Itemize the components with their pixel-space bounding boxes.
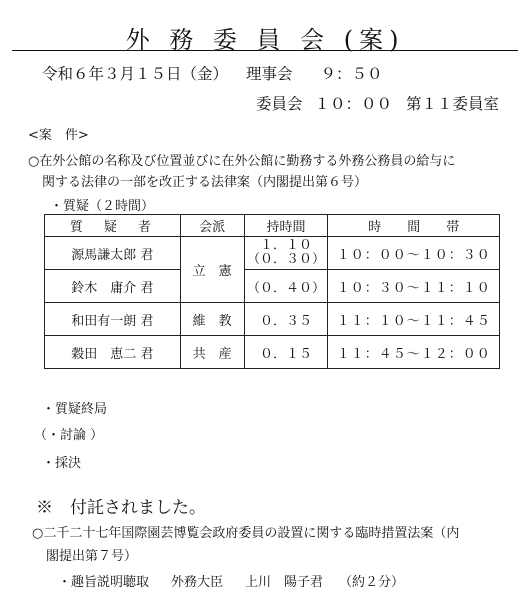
referral-bill-line1: ○二千二十七年国際園芸博覧会政府委員の設置に関する臨時措置法案（内	[32, 526, 460, 541]
allotted-time-total: １．１０	[259, 238, 312, 253]
header-party: 会派	[180, 215, 244, 237]
table-row	[45, 303, 500, 336]
allotted-time: ０．１５	[244, 336, 328, 369]
questioner-name: 源馬謙太郎 君	[45, 237, 181, 270]
meeting-date: 令和６年３月１５日（金）	[42, 65, 229, 83]
party-name: 共 産	[180, 336, 244, 369]
step-vote: ・採決	[42, 456, 82, 471]
minister-name: 上川 陽子君	[245, 575, 324, 590]
allotted-time-share: （０．３０）	[246, 252, 325, 267]
questioner-name: 穀田 恵二 君	[45, 336, 181, 369]
questioner-name: 和田有一朗 君	[45, 303, 181, 336]
committee-room: 第１１委員室	[406, 95, 500, 113]
bill-title-line2: 関する法律の一部を改正する法律案（内閣提出第６号）	[42, 175, 368, 190]
explanation-duration: （約２分）	[339, 575, 405, 590]
explanation-line	[58, 571, 404, 590]
agenda-heading: <案 件>	[28, 128, 89, 143]
page-title: 外 務 委 員 会 (案)	[125, 26, 405, 54]
allotted-time: （０．４０）	[244, 270, 328, 303]
step-end-questions: ・質疑終局	[42, 402, 108, 417]
minister-title: 外務大臣	[171, 575, 224, 590]
allotted-time	[244, 237, 328, 270]
table-row	[45, 270, 500, 303]
bill-title-line1: ○在外公館の名称及び位置並びに在外公館に勤務する外務公務員の給与に	[28, 154, 456, 169]
time-slot: １０：００～１０：３０	[328, 237, 500, 270]
time-slot: １０：３０～１１：１０	[328, 270, 500, 303]
table-row	[45, 237, 500, 270]
explanation-label: ・趣旨説明聴取	[58, 575, 150, 590]
table-header-row	[45, 215, 500, 237]
committee-time: １０：００	[314, 95, 393, 113]
questioner-name: 鈴木 庸介 君	[45, 270, 181, 303]
time-slot: １１：４５～１２：００	[328, 336, 500, 369]
committee-label: 委員会	[256, 95, 303, 113]
table-row	[45, 336, 500, 369]
header-allotted-time: 持時間	[244, 215, 328, 237]
board-meeting-label: 理事会	[246, 65, 293, 83]
title-underline	[12, 50, 518, 51]
date-line	[42, 62, 383, 84]
allotted-time: ０．３５	[244, 303, 328, 336]
time-slot: １１：１０～１１：４５	[328, 303, 500, 336]
referral-heading: ※ 付託されました。	[36, 498, 206, 518]
board-meeting-time: ９：５０	[320, 65, 383, 83]
header-time-slot: 時 間 帯	[328, 215, 500, 237]
question-label: ・質疑（２時間）	[50, 199, 155, 214]
party-name: 維 教	[180, 303, 244, 336]
question-schedule-table	[44, 214, 500, 369]
committee-line	[256, 92, 499, 114]
party-name: 立 憲	[180, 237, 244, 303]
header-questioner: 質 疑 者	[45, 215, 181, 237]
step-discussion: （・討論 ）	[34, 428, 104, 443]
referral-bill-line2: 閣提出第７号）	[46, 549, 138, 564]
